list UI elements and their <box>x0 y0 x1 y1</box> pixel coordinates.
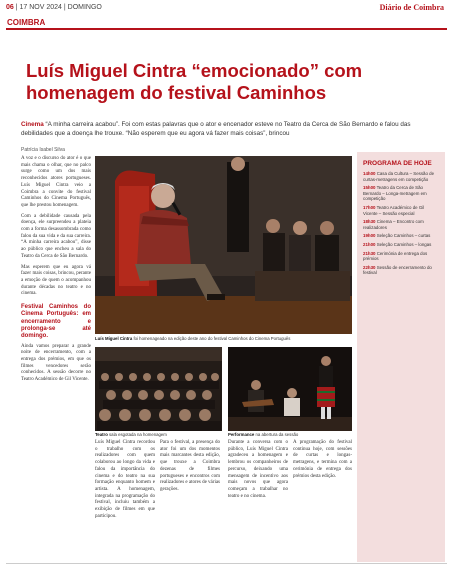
program-item <box>357 242 445 251</box>
subheading: Festival Caminhos do Cinema Português: em encerramento e prolonga-se até domingo. <box>21 304 91 340</box>
main-photo <box>95 156 352 334</box>
program-sidebar <box>357 152 445 562</box>
article-paragraph: Com a debilidade causada pela doença, ele surpreendeu a plateia com a forma desassombrada como falou da sua vida e da sua carreira. “A minha carreira acabou”, disse ao público que encheu a sala do Teatro da Cerca de São Bernardo. <box>21 213 91 259</box>
program-text: Cerimónia de entrega dos prémios <box>363 250 428 262</box>
page-header <box>0 0 454 22</box>
program-item <box>357 185 445 205</box>
performance-photo-caption <box>228 432 352 438</box>
program-time: 14h00 <box>363 171 376 176</box>
program-time: 19h00 <box>363 233 376 239</box>
lead-paragraph <box>21 121 431 138</box>
program-item <box>357 265 445 279</box>
page-number: 06 <box>6 4 14 11</box>
program-time: 21h00 <box>363 241 376 247</box>
sidebar-list <box>357 171 445 279</box>
lead-kicker: Cinema <box>21 121 44 128</box>
program-item <box>357 251 445 265</box>
article-paragraph: Para o festival, a presença do ator foi um dos momentos mais marcantes desta edição, que trouxe a Coimbra dezenas de filmes portugueses e encontros com realizadores e atores de várias gerações. <box>160 440 220 492</box>
program-time: 15h00 <box>363 185 376 191</box>
header-meta: 06 | 17 NOV 2024 | DOMINGO <box>6 4 102 11</box>
section-label: COIMBRA <box>7 18 46 27</box>
program-text: Teatro da Cerca de São Bernardo – Longa-metragem em competição <box>363 185 427 202</box>
bottom-rule <box>6 563 447 564</box>
headline: Luís Miguel Cintra “emocionado” com homenagem do festival Caminhos <box>26 60 363 103</box>
article-paragraph: A programação do festival continua hoje, com sessões de curtas e longas-metragens, e termina com a cerimónia de entrega dos prémios desta edição. <box>293 440 352 479</box>
byline: Patrícia Isabel Silva <box>21 147 65 153</box>
program-item <box>357 233 445 242</box>
article-paragraph: Luís Miguel Cintra recordou o trabalho com os realizadores com quem colaborou ao longo da vida e falou da importância do cinema e do teatro na sua formação enquanto homem e artista. A homenagem, integrada na programação do festival, incluiu também a exibição de filmes em que participou. <box>95 440 155 519</box>
caption-name: Performance <box>228 432 255 437</box>
header-weekday: DOMINGO <box>67 4 102 11</box>
program-item <box>357 205 445 219</box>
program-text: Seleção Caminhos – curtas <box>376 233 431 239</box>
article-column-5 <box>293 440 352 480</box>
newspaper-logo: Diário de Coimbra <box>379 3 444 12</box>
section-rule <box>6 28 447 30</box>
program-time: 18h30 <box>363 219 376 225</box>
caption-name: Luís Miguel Cintra <box>95 336 133 341</box>
article-paragraph: Ainda vamos preparar a grande noite de encerramento, com a entrega dos prémios, em que os filmes vencedores serão conhecidos. A sessão decorre no Teatro Académico de Gil Vicente. <box>21 343 91 383</box>
program-text: Casa da Cultura – Sessão de curtas-metragens em competição <box>363 171 435 182</box>
program-time: 21h30 <box>363 250 376 256</box>
audience-photo <box>95 347 222 431</box>
audience-photo-caption <box>95 432 222 438</box>
article-column-3 <box>160 440 220 494</box>
program-item <box>357 219 445 233</box>
program-time: 17h00 <box>363 204 376 210</box>
caption-text: na abertura da sessão <box>255 432 299 437</box>
caption-text: sala esgotada na homenagem <box>109 432 167 437</box>
program-text: Cinema – Encontro com realizadores <box>363 219 424 230</box>
program-text: Teatro Académico de Gil Vicente – Sessão especial <box>363 204 425 216</box>
program-text: Sessão de encerramento do festival <box>363 264 432 276</box>
program-item <box>357 171 445 185</box>
article-paragraph: A voz e o discurso do ator é o que mais chama o olhar, que no palco surge como um dos mais reconhecidos atores portugueses. Luís Miguel Cintra veio a Coimbra a convite do festival Caminhos do Cinema Português, que lhe prestou homenagem. <box>21 156 91 208</box>
lead-text: “A minha carreira acabou”. Foi com estas palavras que o ator e encenador esteve no Teatro da Cerca de São Bernardo e falou das debilidades que a doença lhe trouxe. “Não esperem que eu agora vá fazer mais coisas”, brincou <box>21 121 411 137</box>
caption-name: Teatro <box>95 432 108 437</box>
program-time: 22h30 <box>363 264 376 270</box>
article-paragraph: Mas esperem que eu agora vá fazer mais coisas, brincou, perante a emoção de quem o acompanhou durante décadas no teatro e no cinema. <box>21 264 91 297</box>
main-photo-caption <box>95 336 352 342</box>
sidebar-title: PROGRAMA DE HOJE <box>363 160 432 167</box>
program-text: Seleção Caminhos – longas <box>376 241 432 247</box>
article-paragraph: Durante a conversa com o público, Luís Miguel Cintra agradeceu a homenagem e lembrou os companheiros de percurso, deixando uma mensagem de incentivo aos mais novos que agora começam a trabalhar no teatro e no cinema. <box>228 440 288 499</box>
performance-photo <box>228 347 352 431</box>
article-column-2 <box>95 440 155 520</box>
caption-text: foi homenageado na edição deste ano do festival Caminhos do Cinema Português <box>133 336 291 341</box>
article-column-4 <box>228 440 288 500</box>
header-date: 17 NOV 2024 <box>19 4 62 11</box>
article-column-1 <box>21 156 91 384</box>
